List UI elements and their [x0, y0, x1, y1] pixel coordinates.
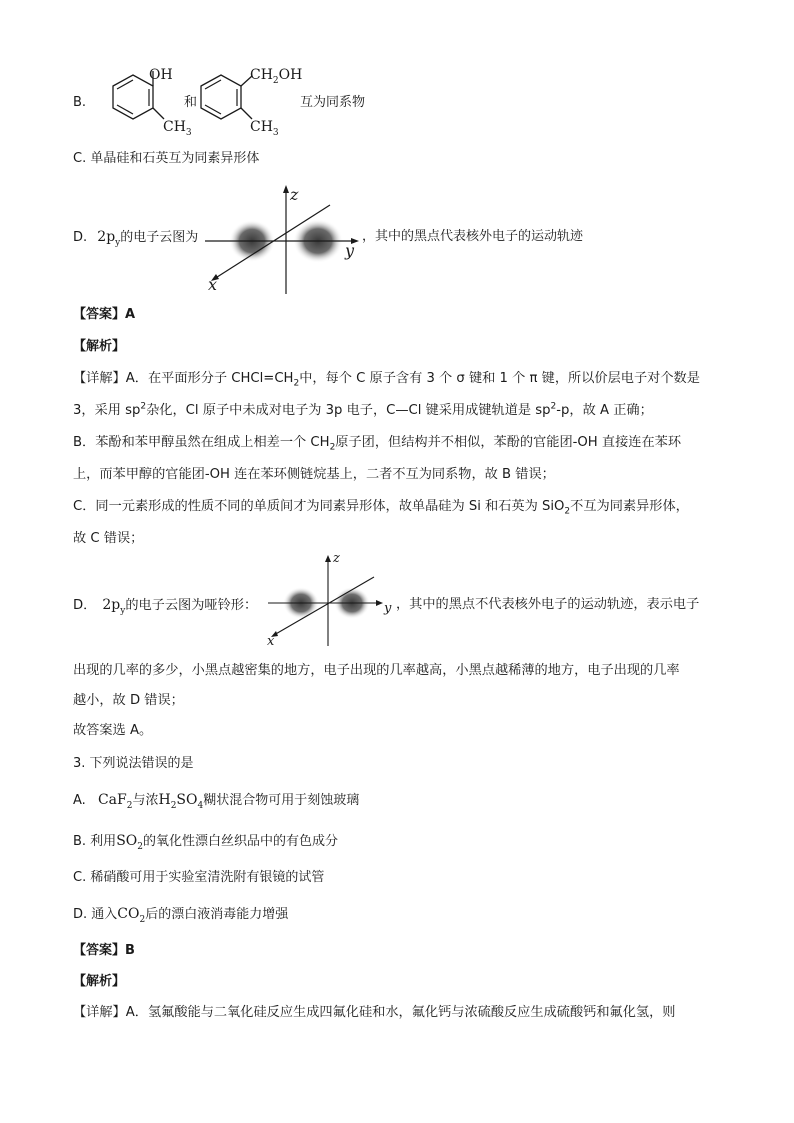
axis-z-large: z	[290, 185, 299, 204]
co2-formula: $CO_2$	[117, 906, 146, 925]
q2-detail-d-line2: 出现的几率的多少，小黑点越密集的地方，电子出现的几率越高，小黑点越稀薄的地方，电子出现的几率	[73, 663, 680, 678]
q2-option-b	[73, 94, 86, 112]
q2-detail-c-line2: 故 C 错误；	[73, 531, 144, 546]
ch2oh-label: $CH_2OH$	[250, 67, 303, 86]
caf2-formula: CaF$_2$	[97, 792, 133, 811]
option-b-tail: 互为同系物	[300, 95, 366, 110]
option-d-tail: ，其中的黑点代表核外电子的运动轨迹	[362, 229, 584, 244]
q3-option-c: C. 稀硝酸可用于实验室清洗附有银镜的试管	[73, 870, 325, 885]
q3-detail-a-line1: 【详解】A．氢氟酸能与二氧化硅反应生成四氟化硅和水，氟化钙与浓硫酸反应生成硫酸钙和氟化氢，则	[73, 1005, 676, 1020]
axis-x-large: x	[208, 275, 218, 294]
h2so4-formula: $H_2SO_4$	[158, 792, 204, 811]
q2-detail-b-line1: B．苯酚和苯甲醇虽然在组成上相差一个 $CH_2$原子团，但结构并不相似，苯酚的官能团-OH 直接连在苯环	[73, 435, 682, 453]
q2-answer: 【答案】A	[73, 307, 136, 322]
q3-answer: 【答案】B	[73, 943, 135, 958]
q2-analysis-heading: 【解析】	[73, 339, 126, 354]
q2-detail-a-line1: 【详解】A．在平面形分子 $CHCl=CH_2$中，每个 C 原子含有 3 个 σ 键和 1 个 π 键，所以价层电子对个数是	[73, 371, 700, 389]
q3-option-d: D. 通入$CO_2$后的漂白液消毒能力增强	[73, 906, 289, 925]
orbital-2py-detail: $2p_y$	[102, 597, 126, 616]
oh-label: OH	[149, 67, 173, 83]
q2-detail-c-line1: C．同一元素形成的性质不同的单质间才为同素异形体，故单晶硅为 Si 和石英为 SiO$_2$不互为同素异形体，	[73, 499, 689, 517]
axis-y-small: y	[384, 601, 392, 616]
q3-analysis-heading: 【解析】	[73, 974, 126, 989]
q3-option-a: A. CaF$_2$与浓$H_2SO_4$糊状混合物可用于刻蚀玻璃	[73, 792, 360, 811]
q2-detail-d-line1: D． $2p_y$的电子云图为哑铃形：	[73, 597, 258, 616]
q2-detail-b-line2: 上，而苯甲醇的官能团-OH 连在苯环侧链烷基上，二者不互为同系物，故 B 错误；	[73, 467, 555, 482]
orbital-diagram-small	[264, 553, 392, 648]
q2-detail-a-line2: 3，采用 $sp^2$杂化，Cl 原子中未成对电子为 3p 电子，C—Cl 键采用成键轨道是 $sp^2-p$，故 A 正确；	[73, 401, 653, 418]
ch3-label-1: $CH_3$	[163, 119, 192, 138]
option-b-label: B.	[73, 95, 87, 110]
axis-z-small: z	[333, 551, 340, 566]
so2-formula: $SO_2$	[116, 833, 143, 852]
q2-option-d: D. $2p_y$的电子云图为	[73, 229, 199, 248]
q2-conclusion: 故答案选 A。	[73, 723, 153, 738]
axis-y-large: y	[345, 241, 355, 260]
q2-detail-d-tail: ，其中的黑点不代表核外电子的运动轨迹，表示电子	[396, 597, 700, 612]
q2-option-c: C. 单晶硅和石英互为同素异形体	[73, 151, 260, 166]
orbital-2py: $2p_y$	[97, 229, 121, 248]
q3-stem: 3. 下列说法错误的是	[73, 756, 194, 771]
and-text: 和	[184, 95, 198, 110]
q2-detail-d-line3: 越小，故 D 错误；	[73, 693, 184, 708]
axis-x-small: x	[267, 634, 275, 649]
q3-option-b: B. 利用$SO_2$的氧化性漂白丝织品中的有色成分	[73, 833, 339, 852]
ch3-label-2: $CH_3$	[250, 119, 279, 138]
